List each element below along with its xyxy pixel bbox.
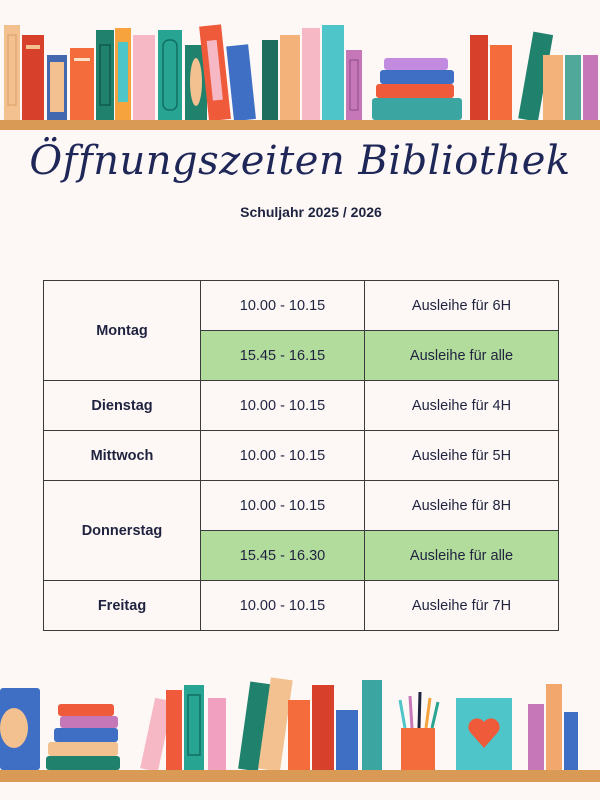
time-cell: 15.45 - 16.15 [201,331,365,381]
info-cell: Ausleihe für 7H [365,581,559,631]
page-title: Öffnungszeiten Bibliothek [29,138,571,184]
table-row [44,281,559,331]
info-cell: Ausleihe für alle [365,531,559,581]
time-cell: 15.45 - 16.30 [201,531,365,581]
bookshelf-top-illustration [0,0,600,135]
day-cell: Mittwoch [44,431,201,481]
bookshelf-bottom-illustration [0,670,600,800]
table-row [44,431,559,481]
info-cell: Ausleihe für 4H [365,381,559,431]
time-cell: 10.00 - 10.15 [201,431,365,481]
table-row [44,581,559,631]
day-cell: Donnerstag [44,481,201,581]
page-subtitle: Schuljahr 2025 / 2026 [240,204,382,220]
time-cell: 10.00 - 10.15 [201,481,365,531]
info-cell: Ausleihe für 8H [365,481,559,531]
time-cell: 10.00 - 10.15 [201,381,365,431]
time-cell: 10.00 - 10.15 [201,581,365,631]
day-cell: Montag [44,281,201,381]
day-cell: Dienstag [44,381,201,431]
time-cell: 10.00 - 10.15 [201,281,365,331]
info-cell: Ausleihe für alle [365,331,559,381]
info-cell: Ausleihe für 5H [365,431,559,481]
books-top-icon [0,24,600,130]
table-row [44,481,559,531]
day-cell: Freitag [44,581,201,631]
table-row [44,381,559,431]
info-cell: Ausleihe für 6H [365,281,559,331]
books-bottom-icon [0,677,600,782]
opening-hours-table [43,280,559,631]
